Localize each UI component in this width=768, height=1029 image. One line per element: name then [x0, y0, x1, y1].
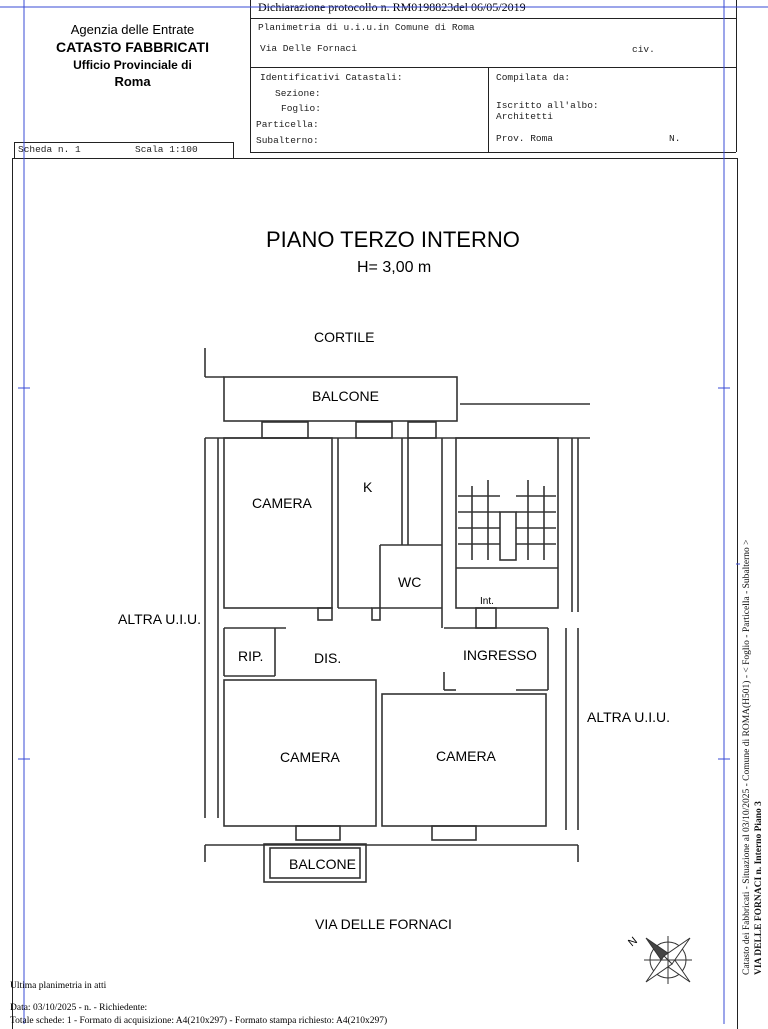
- agency-name: Agenzia delle Entrate: [70, 22, 195, 37]
- plan-height: H= 3,00 m: [357, 259, 432, 276]
- prov-label: Prov. Roma: [496, 133, 554, 144]
- planimetry-text: Planimetria di u.i.u.in Comune di Roma: [258, 22, 475, 33]
- wc-label: WC: [398, 574, 422, 590]
- altra-uiu-right-label: ALTRA U.I.U.: [587, 709, 670, 725]
- side-address-line: VIA DELLE FORNACI n. Interno Piano 3: [754, 801, 764, 975]
- camera-bottom-left-label: CAMERA: [280, 749, 340, 765]
- dis-label: DIS.: [314, 650, 342, 666]
- scala-label: Scala 1:100: [135, 144, 198, 155]
- footer-totale: Totale schede: 1 - Formato di acquisizione: A4(210x297) - Formato stampa richiesto: A4(210x297): [10, 1016, 388, 1026]
- ingresso-label: INGRESSO: [463, 647, 537, 663]
- architetti-label: Architetti: [496, 111, 554, 122]
- cortile-label: CORTILE: [314, 329, 375, 345]
- balcone-top-label: BALCONE: [312, 388, 379, 404]
- declaration-text: Dichiarazione protocollo n. RM0198823del 06/05/2019: [258, 0, 526, 14]
- sezione-label: Sezione:: [275, 88, 321, 99]
- address-text: Via Delle Fornaci: [260, 43, 357, 54]
- compilata-label: Compilata da:: [496, 72, 571, 83]
- walls: [205, 348, 590, 882]
- catasto-fabbricati: CATASTO FABBRICATI: [56, 39, 209, 55]
- compass-icon: [644, 936, 692, 984]
- subalterno-label: Subalterno:: [256, 135, 319, 146]
- rip-label: RIP.: [238, 648, 264, 664]
- ufficio-city: Roma: [114, 74, 151, 89]
- camera-top-label: CAMERA: [252, 495, 312, 511]
- iscritto-label: Iscritto all'albo:: [496, 100, 599, 111]
- side-catasto-line: Catasto dei Fabbricati - Situazione al 03/10/2025 - Comune di ROMA(H501) - < Foglio - Particella - Subalterno >: [742, 539, 752, 975]
- foglio-label: Foglio:: [281, 103, 321, 114]
- plan-title: PIANO TERZO INTERNO: [266, 227, 520, 252]
- street-label: VIA DELLE FORNACI: [315, 916, 452, 932]
- n-label: N.: [669, 133, 681, 144]
- compass-north-label: N: [626, 934, 640, 950]
- particella-label: Particella:: [256, 119, 319, 130]
- camera-bottom-right-label: CAMERA: [436, 748, 496, 764]
- ufficio-provinciale: Ufficio Provinciale di: [73, 58, 192, 72]
- ident-title: Identificativi Catastali:: [260, 72, 403, 83]
- scheda-label: Scheda n. 1: [18, 144, 81, 155]
- altra-uiu-left-label: ALTRA U.I.U.: [118, 611, 201, 627]
- balcone-bottom-label: BALCONE: [289, 856, 356, 872]
- civ-label: civ.: [632, 44, 655, 55]
- footer-ultima: Ultima planimetria in atti: [10, 981, 107, 991]
- footer-data: Data: 03/10/2025 - n. - Richiedente:: [10, 1003, 148, 1013]
- kitchen-label: K: [363, 479, 373, 495]
- int-label: Int.: [480, 596, 494, 607]
